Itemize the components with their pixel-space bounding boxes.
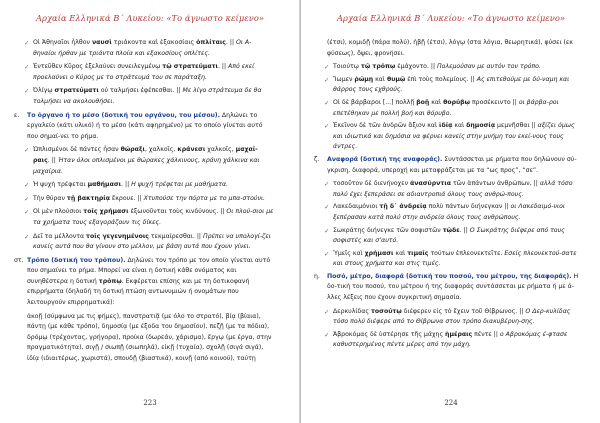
check-icon: ✓ [324,226,330,235]
check-icon: ✓ [24,208,30,217]
example-item: ✓ Ἐκεῖνον δὲ τῶν ἀνδρῶν ἄξιον καὶ ἰδίᾳ καὶ δημοσίᾳ μεμνῆσθαι || αξίζει όμως και ιδιωτικά και δημόσια να φέρνει κανείς στην μνήμη του εκεί-νους τους άντρες. [324,122,575,151]
check-icon: ✓ [324,63,330,72]
example-item: ✓ Οἱ μὲν πλούσιοι τοῖς χρήμασι ἐξωνοῦνται τοὺς κινδύνους. || Οι πλού-σιοι με τα χρήματα τους εξαγοράζουν τις δίκες. [24,208,274,226]
example-item: ✓ τοσοῦτον δὲ διενήνοχεν ἀνασύρντια τῶν ἁπάντων ἀνθρώπων, || αλλά τόσο πολύ έχει ξεπεράσει σε αδιαντροπιά όλους τους ανθρώ-πους. [324,180,573,198]
example-item: ✓ Ἀβροκόμας δὲ ὑστέρησε τῆς μάχης ἡμέραις πέντε || ο Αβροκόμας έ-φτασε καθυστερημένος πέντε μέρες από την μάχη. [324,330,568,349]
example-item: ✓ Ἐντεῦθεν Κῦρος ἐξελαύνει συνειλεγμένῳ τῷ στρατεύματι. || Από εκεί προελαύνει ο Κύρος με το στράτευμά του σε παράταξη. [24,63,255,81]
section-st: στ. Τρόπο (δοτική του τρόπου). Δηλώνει τον τρόπο με τον οποίο γίνεται αυτό που σημαίνει το ρήμα. Μπορεί να είναι η δοτική κάθε ονόματος και συνηθέστερα η δοτική τρόπῳ. Εκφέρεται επίσης και με τη δοτικοφανή επιρρήματα (δηλαδή τη δοτική πτώση αντωνυμιών ή ονομάτων που λειτουργούν επιρρηματικά): [14,256,271,307]
check-icon: ✓ [24,87,30,96]
check-icon: ✓ [324,203,330,212]
section-i: η. Ποσό, μέτρο, διαφορά (δοτική του ποσού, του μέτρου, της διαφοράς). Η δο-τική του ποσού, του μέτρου ή της διαφοράς συντάσσεται με ρήματα ή με ά-λλες λέξεις που έχουν συγκριτική σημασία. [314,272,579,302]
check-icon: ✓ [24,39,30,47]
example-item: ✓ Οἱ Ἀθηναῖοι ἦλθον ναυσὶ τριάκοντα καὶ ἑξακοσίαις ὁπλίταις. || Οι Α-θηναίοι ήρθαν με τριάντα πλοία και εξακοσίους οπλίτες. [24,39,252,57]
section-z: ζ. Αναφορά (δοτική της αναφοράς). Συντάσσεται με ρήματα που δηλώνουν σύ-γκριση, διαφορά, υπεροχή και μεταφράζεται με τα “ως προς”, “σε”. [314,155,577,174]
example-item: ✓ Ὀλίγῳ στρατεύματι οὐ ταλμήσει ἐφέπεσθαι. || Με λίγο στράτευμα δε θα τολμήσει να ακολουθήσει. [24,87,262,105]
section-e: ε. Το όργανο ή το μέσο (δοτική του οργάνου, του μέσου). Δηλώνει το εργαλείο (κάτι υλικό) ή το μέσο (κάτι αφηρημένο) με το οποίο γίνεται αυτό που σημαί-νει το ρήμα. [14,111,263,140]
check-icon: ✓ [24,146,30,155]
section-title: Τρόπο (δοτική του τρόπου). [27,256,126,264]
check-icon: ✓ [24,232,30,241]
example-item: ✓ Ἡ ψυχὴ τρέφεται μαθήμασι. || Η ψυχή τρέφεται με μαθήματα. [24,181,229,190]
check-icon: ✓ [324,249,330,258]
example-item: ✓ Ὑμεῖς καὶ χρήμασι καὶ τιμαῖς τούτων ἐπλεονεκτεῖτε. Εσείς πλεονεκτού-σατε και στους χρήματα και στις τιμές. [324,249,577,268]
page-number: 223 [143,399,157,407]
page-number: 224 [444,399,458,407]
check-icon: ✓ [324,98,330,107]
example-item: ✓ Δεῖ τα μέλλοντα τοῖς γεγενημένοις τεκμαίρεσθαι. || Πρέπει να υπολογί-ζει κανείς αυτά που θα γίνουν στο μέλλον, με βάση αυτά που έχουν γίνει. [24,232,271,251]
right-page [301,0,600,423]
page-header: Αρχαία Ελληνικά Β΄ Λυκείου: «Το άγνωστο κείμενο» [336,13,566,23]
continued-text: (έτσι), κομιδῇ (πάρα πολύ), ἡβῇ (έτσι), λόγῳ (στα λόγια, θεωρητικά), φύσει (εκ φύσεως), ὄψει, φρονήσει. [327,39,573,57]
check-icon: ✓ [324,75,330,84]
example-item: ✓ Τοιούτῳ τῷ τρόπῳ ἐμάχοντο. || Πολεμούσαν με αυτόν τον τρόπο. [324,63,541,72]
page-header: Αρχαία Ελληνικά Β΄ Λυκείου: «Το άγνωστο κείμενο» [35,13,265,23]
section-title: Ποσό, μέτρο, διαφορά (δοτική του ποσού, του μέτρου, της διαφοράς). [327,272,572,280]
example-item: ✓ Οἱ δὲ βάρβαροι [...] πολλῇ βοῇ καὶ θορύβῳ προσέκειντο || οι βάρβα-ροι επετέθηκαν με πολλή βοή και θόρυβο. [324,98,559,117]
check-icon: ✓ [324,330,330,339]
left-page-body [0,38,300,368]
check-icon: ✓ [24,181,30,190]
right-page-body [301,38,600,353]
example-item: ✓ Σωκράτης διήνεγκε τῶν σοφιστῶν τῷδε. || Ο Σωκράτης διέφερε από τους σοφιστές και σ’αυτό. [324,226,565,245]
example-item: ✓ Τὴν θύραν τῇ βακτηρίᾳ ἔκρουε. || Χτυπούσε την πόρτα με το μπα-στούνι. [24,194,266,203]
section-title: Αναφορά (δοτική της αναφοράς). [327,155,443,163]
example-item: ✓ Ὡπλισμένοι δὲ πάντες ἦσαν θώραξι, χαλκοῖς, κράνεσι χαλκοῖς, μαχαί-ραις. || Ήταν όλοι οπλισμένοι με θώρακες χάλκινους, κράνη χάλκινα και μαχαίρια. [24,146,260,175]
check-icon: ✓ [24,63,30,72]
check-icon: ✓ [324,180,330,189]
example-item: ✓ Δερκυλίδας τοσούτῳ διέφερεν εἰς τὸ ἔχειν τοῦ Θίβρωνος. || Ο Δερ-κυλίδας τόσο πολύ διέφερε από το Θίβρωνα στον τρόπο διακυβέρνη-σης. [324,307,571,326]
check-icon: ✓ [324,307,330,316]
check-icon: ✓ [324,122,330,131]
example-item: ✓ Ἴωμεν ῥώμῃ καὶ θυμῷ ἐπὶ τοὺς πολεμίους. || Ας επιτεθούμε με δύ-ναμη και θάρρος τους εχθρούς. [324,75,570,94]
example-item: ✓ Λακεδαιμόνιοι τῇ δ᾽ ἀνδρείᾳ πολὺ πάντων διήνεγκαν || οι Λακεδαιμό-νιοι ξεπέρασαν κατά πολύ στην ανδρεία όλους τους ανθρώπους. [324,203,565,221]
check-icon: ✓ [24,194,30,203]
adverb-list: ἀκοῇ (σύμφωνα με τις φήμες), πανστρατιᾷ (με όλο το στρατό), βίᾳ (βίαια), πάντῃ (με κάθε τρόπο), δημοσίᾳ (με έξοδα του δημοσίου), πεζῇ (με τα πόδια), δρόμῳ (τρέχοντας, γρήγορα), προίκα (δωρεάν, χάρισμα), ἔργῳ (με έργα, στην πραγματικότητα), σιγῇ / σιωπῇ (σιωπηλά), εἰκῇ (τυχαία), σχολῇ (σιγά σιγά), ἰδίᾳ (ιδιαιτέρως, χωριστά), σπουδῇ (βιαστικά), κοινῇ (από κοινού), ταύτῃ [27,312,272,363]
section-title: Το όργανο ή το μέσο (δοτική του οργάνου, του μέσου). [27,111,220,119]
